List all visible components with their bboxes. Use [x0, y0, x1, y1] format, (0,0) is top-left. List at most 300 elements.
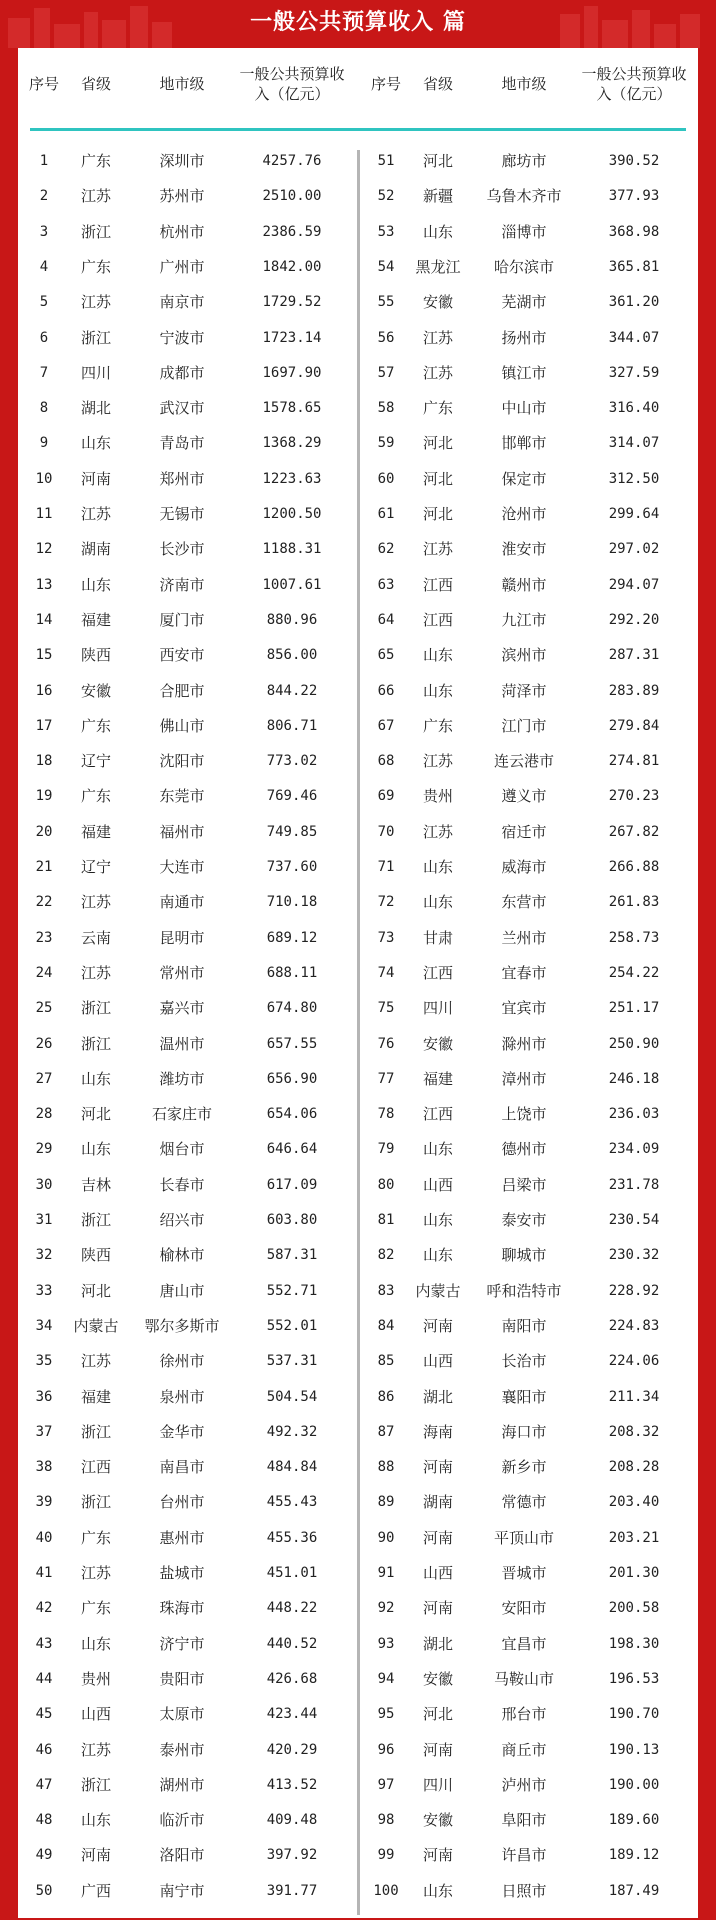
- cell-province: 广东: [422, 716, 453, 735]
- cell-province: 江苏: [422, 822, 453, 841]
- cell-revenue: 1188.31: [262, 541, 322, 558]
- table-row: [18, 1380, 356, 1414]
- cell-revenue: 448.22: [266, 1600, 318, 1617]
- cell-revenue: 254.22: [608, 964, 660, 981]
- cell-city: 商丘市: [501, 1740, 547, 1759]
- cell-city: 石家庄市: [151, 1105, 212, 1124]
- cell-revenue: 344.07: [608, 329, 660, 346]
- cell-province: 山东: [80, 1634, 111, 1653]
- cell-city: 淮安市: [501, 540, 547, 559]
- cell-province: 山东: [80, 1069, 111, 1088]
- cell-city: 贵阳市: [159, 1669, 205, 1688]
- cell-revenue: 224.06: [608, 1353, 660, 1370]
- cell-city: 潍坊市: [159, 1069, 205, 1088]
- cell-province: 安徽: [422, 293, 453, 312]
- cell-province: 湖南: [80, 540, 111, 559]
- cell-revenue: 190.00: [608, 1776, 660, 1793]
- cell-province: 广东: [80, 1528, 111, 1547]
- cell-seq: 69: [377, 788, 395, 805]
- cell-city: 常州市: [159, 963, 205, 982]
- table-row: [360, 956, 698, 990]
- cell-province: 浙江: [80, 999, 111, 1018]
- table-row: [360, 779, 698, 813]
- cell-seq: 40: [35, 1529, 53, 1546]
- cell-city: 平顶山市: [493, 1528, 554, 1547]
- table-row: [360, 462, 698, 496]
- cell-revenue: 258.73: [608, 929, 660, 946]
- cell-revenue: 200.58: [608, 1600, 660, 1617]
- cell-revenue: 274.81: [608, 753, 660, 770]
- cell-revenue: 656.90: [266, 1070, 318, 1087]
- cell-city: 晋城市: [501, 1564, 547, 1582]
- cell-revenue: 203.21: [608, 1529, 660, 1546]
- cell-revenue: 2510.00: [262, 188, 322, 205]
- cell-revenue: 189.60: [608, 1812, 660, 1829]
- table-row: [18, 1168, 356, 1202]
- cell-province: 四川: [422, 999, 453, 1018]
- table-row: [18, 1062, 356, 1096]
- cell-city: 烟台市: [159, 1140, 205, 1159]
- table-row: [18, 1238, 356, 1272]
- cell-seq: 74: [377, 964, 395, 981]
- cell-revenue: 1368.29: [262, 435, 322, 452]
- cell-revenue: 365.81: [608, 258, 660, 275]
- cell-revenue: 1723.14: [262, 329, 322, 346]
- cell-city: 宜昌市: [501, 1634, 547, 1653]
- cell-seq: 18: [35, 753, 53, 770]
- cell-seq: 46: [35, 1741, 53, 1758]
- cell-seq: 52: [377, 188, 395, 205]
- cell-province: 辽宁: [80, 858, 111, 876]
- cell-seq: 65: [377, 647, 395, 664]
- cell-city: 宜春市: [501, 963, 547, 982]
- cell-revenue: 426.68: [266, 1670, 318, 1687]
- cell-seq: 42: [35, 1600, 53, 1617]
- cell-province: 内蒙古: [415, 1281, 461, 1300]
- cell-seq: 14: [35, 611, 53, 628]
- cell-revenue: 1223.63: [262, 470, 322, 487]
- cell-seq: 22: [35, 894, 53, 911]
- table-row: [360, 1662, 698, 1696]
- cell-revenue: 1842.00: [262, 258, 322, 275]
- table-row: [360, 744, 698, 778]
- cell-city: 许昌市: [501, 1846, 547, 1865]
- cell-revenue: 261.83: [608, 894, 660, 911]
- table-row: [360, 1168, 698, 1202]
- cell-city: 聊城市: [501, 1246, 547, 1265]
- table-row: [360, 1768, 698, 1802]
- cell-revenue: 198.30: [608, 1635, 660, 1652]
- cell-seq: 3: [39, 223, 49, 240]
- table-row: [18, 1591, 356, 1625]
- table-row: [18, 885, 356, 919]
- cell-revenue: 587.31: [266, 1247, 318, 1264]
- cell-revenue: 737.60: [266, 859, 318, 875]
- cell-revenue: 314.07: [608, 435, 660, 452]
- cell-revenue: 230.32: [608, 1247, 660, 1264]
- cell-city: 西安市: [159, 646, 205, 665]
- cell-revenue: 4257.76: [262, 153, 322, 169]
- cell-province: 广西: [80, 1881, 111, 1900]
- cell-province: 贵州: [422, 787, 453, 806]
- cell-revenue: 552.71: [266, 1282, 318, 1299]
- cell-province: 山东: [422, 1211, 453, 1229]
- cell-province: 山东: [422, 893, 453, 912]
- cell-seq: 82: [377, 1247, 395, 1264]
- cell-seq: 55: [377, 294, 395, 311]
- cell-revenue: 455.43: [266, 1494, 318, 1511]
- cell-city: 沧州市: [501, 505, 547, 523]
- cell-province: 山西: [80, 1705, 111, 1724]
- cell-province: 广东: [80, 787, 111, 806]
- table-row: [18, 285, 356, 319]
- cell-seq: 37: [35, 1423, 53, 1440]
- cell-seq: 33: [35, 1282, 53, 1299]
- cell-city: 南昌市: [159, 1458, 205, 1477]
- table-row: [18, 956, 356, 990]
- cell-seq: 87: [377, 1423, 395, 1440]
- cell-province: 山西: [422, 1564, 453, 1582]
- table-row: [360, 1203, 698, 1237]
- table-row: [360, 426, 698, 460]
- cell-revenue: 196.53: [608, 1670, 660, 1687]
- cell-seq: 78: [377, 1106, 395, 1123]
- cell-revenue: 1007.61: [262, 576, 322, 593]
- cell-city: 邢台市: [501, 1705, 547, 1724]
- table-row: [360, 1556, 698, 1590]
- cell-revenue: 266.88: [608, 859, 660, 875]
- table-row: [18, 1485, 356, 1519]
- cell-city: 德州市: [501, 1140, 547, 1159]
- cell-city: 吕梁市: [501, 1175, 547, 1194]
- cell-province: 河北: [422, 1705, 453, 1724]
- cell-seq: 92: [377, 1600, 395, 1617]
- cell-city: 江门市: [501, 716, 547, 735]
- cell-revenue: 646.64: [266, 1141, 318, 1158]
- cell-seq: 81: [377, 1212, 395, 1228]
- cell-city: 沈阳市: [159, 752, 205, 771]
- cell-city: 金华市: [159, 1422, 205, 1441]
- cell-revenue: 440.52: [266, 1635, 318, 1652]
- cell-revenue: 250.90: [608, 1035, 660, 1052]
- cell-revenue: 856.00: [266, 647, 318, 664]
- cell-revenue: 552.01: [266, 1317, 318, 1334]
- watermark-text: 头条 @刘传录: [596, 1894, 698, 1913]
- cell-city: 宿迁市: [501, 822, 547, 841]
- cell-seq: 16: [35, 682, 53, 699]
- cell-city: 廊坊市: [501, 152, 547, 170]
- cell-revenue: 297.02: [608, 541, 660, 558]
- cell-city: 呼和浩特市: [486, 1281, 562, 1300]
- cell-seq: 38: [35, 1459, 53, 1476]
- cell-seq: 7: [39, 364, 49, 381]
- cell-seq: 4: [39, 258, 49, 275]
- cell-revenue: 654.06: [266, 1106, 318, 1123]
- cell-city: 嘉兴市: [159, 999, 205, 1018]
- cell-city: 保定市: [501, 469, 547, 488]
- cell-revenue: 267.82: [608, 823, 660, 840]
- table-row: [18, 1132, 356, 1166]
- cell-province: 浙江: [80, 1775, 111, 1794]
- cell-revenue: 657.55: [266, 1035, 318, 1052]
- cell-city: 湖州市: [159, 1775, 205, 1794]
- table-row: [18, 1838, 356, 1872]
- cell-revenue: 208.32: [608, 1423, 660, 1440]
- cell-province: 湖南: [422, 1493, 453, 1512]
- table-row: [18, 462, 356, 496]
- table-row: [360, 1274, 698, 1308]
- cell-province: 江苏: [422, 328, 453, 347]
- col-header-city: 地市级: [159, 75, 205, 93]
- cell-city: 乌鲁木齐市: [486, 187, 562, 206]
- cell-revenue: 279.84: [608, 717, 660, 734]
- cell-seq: 41: [35, 1565, 53, 1581]
- cell-seq: 89: [377, 1494, 395, 1511]
- cell-city: 芜湖市: [501, 293, 547, 312]
- table-row: [360, 1062, 698, 1096]
- cell-province: 湖北: [80, 399, 111, 418]
- cell-revenue: 251.17: [608, 1000, 660, 1017]
- table-row: [360, 179, 698, 213]
- cell-revenue: 844.22: [266, 682, 318, 699]
- cell-province: 河南: [422, 1458, 453, 1477]
- cell-seq: 67: [377, 717, 395, 734]
- cell-seq: 6: [39, 329, 49, 346]
- cell-city: 威海市: [501, 858, 547, 876]
- table-row: [18, 1097, 356, 1131]
- table-row: [360, 391, 698, 425]
- cell-city: 赣州市: [501, 575, 547, 594]
- table-row: [360, 1415, 698, 1449]
- cell-province: 浙江: [80, 328, 111, 347]
- cell-seq: 25: [35, 1000, 53, 1017]
- table-row: [360, 356, 698, 390]
- cell-province: 河南: [422, 1316, 453, 1335]
- cell-city: 阜阳市: [501, 1811, 547, 1830]
- cell-revenue: 617.09: [266, 1176, 318, 1193]
- table-row: [360, 1238, 698, 1272]
- cell-seq: 13: [35, 576, 53, 593]
- cell-seq: 93: [377, 1635, 395, 1652]
- cell-province: 浙江: [80, 222, 111, 241]
- cell-province: 河北: [422, 152, 453, 170]
- cell-seq: 84: [377, 1317, 395, 1334]
- cell-seq: 90: [377, 1529, 395, 1546]
- cell-city: 兰州市: [501, 928, 547, 947]
- cell-seq: 88: [377, 1459, 395, 1476]
- table-row: [18, 215, 356, 249]
- cell-city: 深圳市: [159, 152, 205, 170]
- cell-province: 江苏: [422, 540, 453, 559]
- cell-city: 滨州市: [501, 646, 547, 665]
- cell-city: 绍兴市: [159, 1211, 205, 1229]
- cell-seq: 68: [377, 753, 395, 770]
- cell-seq: 5: [39, 294, 49, 311]
- cell-revenue: 2386.59: [262, 223, 322, 240]
- cell-seq: 26: [35, 1035, 53, 1052]
- col-header-province: 省级: [422, 75, 453, 93]
- cell-seq: 91: [377, 1565, 395, 1581]
- table-row: [360, 991, 698, 1025]
- cell-city: 上饶市: [501, 1105, 547, 1124]
- cell-seq: 80: [377, 1176, 395, 1193]
- cell-province: 江西: [422, 610, 453, 629]
- cell-city: 昆明市: [159, 928, 205, 947]
- table-row: [360, 1450, 698, 1484]
- table-row: [18, 709, 356, 743]
- col-header-seq: 序号: [370, 75, 401, 93]
- cell-province: 安徽: [80, 681, 111, 700]
- cell-revenue: 361.20: [608, 294, 660, 311]
- cell-city: 惠州市: [159, 1528, 205, 1547]
- cell-province: 河北: [422, 434, 453, 453]
- cell-seq: 75: [377, 1000, 395, 1017]
- cell-province: 甘肃: [422, 928, 453, 947]
- cell-seq: 100: [373, 1882, 399, 1899]
- cell-revenue: 211.34: [608, 1388, 660, 1405]
- cell-seq: 76: [377, 1035, 395, 1052]
- cell-city: 南京市: [159, 293, 205, 312]
- cell-province: 江苏: [80, 1740, 111, 1759]
- table-row: [18, 532, 356, 566]
- cell-seq: 44: [35, 1670, 53, 1687]
- cell-revenue: 292.20: [608, 611, 660, 628]
- cell-city: 长沙市: [159, 540, 205, 559]
- table-row: [360, 568, 698, 602]
- cell-revenue: 312.50: [608, 470, 660, 487]
- cell-seq: 45: [35, 1706, 53, 1723]
- cell-province: 湖北: [422, 1634, 453, 1653]
- table-row: [18, 638, 356, 672]
- cell-city: 广州市: [159, 257, 205, 276]
- cell-province: 安徽: [422, 1811, 453, 1830]
- col-header-seq: 序号: [28, 75, 59, 93]
- cell-city: 泉州市: [159, 1387, 205, 1406]
- cell-city: 杭州市: [159, 222, 205, 241]
- cell-seq: 94: [377, 1670, 395, 1687]
- cell-city: 台州市: [159, 1493, 205, 1512]
- cell-seq: 35: [35, 1353, 53, 1370]
- cell-revenue: 270.23: [608, 788, 660, 805]
- cell-province: 河南: [422, 1740, 453, 1759]
- table-row: [360, 674, 698, 708]
- table-row: [18, 1027, 356, 1061]
- cell-province: 山东: [80, 1811, 111, 1830]
- cell-city: 太原市: [159, 1705, 205, 1724]
- cell-city: 南阳市: [501, 1316, 547, 1335]
- cell-city: 福州市: [159, 822, 205, 841]
- table-row: [18, 391, 356, 425]
- cell-seq: 36: [35, 1388, 53, 1405]
- cell-revenue: 230.54: [608, 1212, 660, 1228]
- table-row: [360, 885, 698, 919]
- cell-city: 马鞍山市: [493, 1669, 554, 1688]
- cell-seq: 49: [35, 1847, 53, 1864]
- cell-seq: 72: [377, 894, 395, 911]
- table-row: [360, 1591, 698, 1625]
- cell-province: 广东: [80, 716, 111, 735]
- table-row: [360, 250, 698, 284]
- cell-revenue: 537.31: [266, 1353, 318, 1370]
- cell-city: 盐城市: [159, 1564, 205, 1582]
- cell-revenue: 749.85: [266, 823, 318, 840]
- cell-city: 无锡市: [159, 505, 205, 523]
- table-row: [360, 815, 698, 849]
- cell-seq: 8: [39, 400, 49, 417]
- cell-province: 安徽: [422, 1034, 453, 1053]
- cell-revenue: 484.84: [266, 1459, 318, 1476]
- table-row: [18, 321, 356, 355]
- table-row: [18, 1662, 356, 1696]
- cell-province: 广东: [80, 1599, 111, 1618]
- cell-city: 榆林市: [159, 1246, 205, 1265]
- cell-seq: 28: [35, 1106, 53, 1123]
- cell-city: 宁波市: [159, 328, 205, 347]
- cell-province: 浙江: [80, 1422, 111, 1441]
- table-row: [360, 1380, 698, 1414]
- cell-revenue: 203.40: [608, 1494, 660, 1511]
- cell-revenue: 390.52: [608, 153, 660, 169]
- cell-seq: 71: [377, 859, 395, 875]
- cell-revenue: 190.13: [608, 1741, 660, 1758]
- cell-revenue: 246.18: [608, 1070, 660, 1087]
- table-row: [360, 1027, 698, 1061]
- cell-revenue: 236.03: [608, 1106, 660, 1123]
- cell-city: 遵义市: [501, 787, 547, 806]
- cell-province: 山西: [422, 1175, 453, 1194]
- cell-province: 四川: [80, 363, 111, 382]
- cell-seq: 56: [377, 329, 395, 346]
- cell-seq: 51: [377, 153, 395, 169]
- cell-province: 广东: [422, 399, 453, 418]
- cell-revenue: 201.30: [608, 1565, 660, 1581]
- cell-province: 福建: [80, 1387, 111, 1406]
- cell-revenue: 283.89: [608, 682, 660, 699]
- cell-province: 江西: [422, 575, 453, 594]
- cell-city: 济南市: [159, 575, 205, 594]
- cell-revenue: 187.49: [608, 1882, 660, 1899]
- cell-province: 贵州: [80, 1669, 111, 1688]
- page-title: 一般公共预算收入 篇: [250, 10, 466, 35]
- cell-province: 山东: [422, 646, 453, 665]
- cell-seq: 86: [377, 1388, 395, 1405]
- cell-city: 南通市: [159, 893, 205, 912]
- table-row: [360, 144, 698, 178]
- cell-revenue: 208.28: [608, 1459, 660, 1476]
- cell-seq: 11: [35, 506, 53, 522]
- cell-seq: 59: [377, 435, 395, 452]
- cell-city: 泸州市: [501, 1775, 547, 1794]
- cell-city: 海口市: [501, 1422, 547, 1441]
- cell-province: 安徽: [422, 1669, 453, 1688]
- cell-province: 陕西: [80, 1246, 111, 1265]
- cell-city: 中山市: [501, 399, 547, 418]
- cell-revenue: 377.93: [608, 188, 660, 205]
- cell-province: 广东: [80, 152, 111, 170]
- cell-province: 江苏: [80, 893, 111, 912]
- cell-revenue: 316.40: [608, 400, 660, 417]
- cell-city: 南宁市: [159, 1881, 205, 1900]
- cell-province: 江苏: [80, 293, 111, 312]
- table-row: [18, 497, 356, 531]
- cell-revenue: 674.80: [266, 1000, 318, 1017]
- table-row: [360, 1733, 698, 1767]
- cell-province: 江苏: [80, 187, 111, 206]
- col-header-revenue-line1: 一般公共预算收: [239, 65, 345, 83]
- cell-city: 武汉市: [159, 399, 205, 418]
- cell-city: 苏州市: [159, 187, 205, 206]
- cell-seq: 20: [35, 823, 53, 840]
